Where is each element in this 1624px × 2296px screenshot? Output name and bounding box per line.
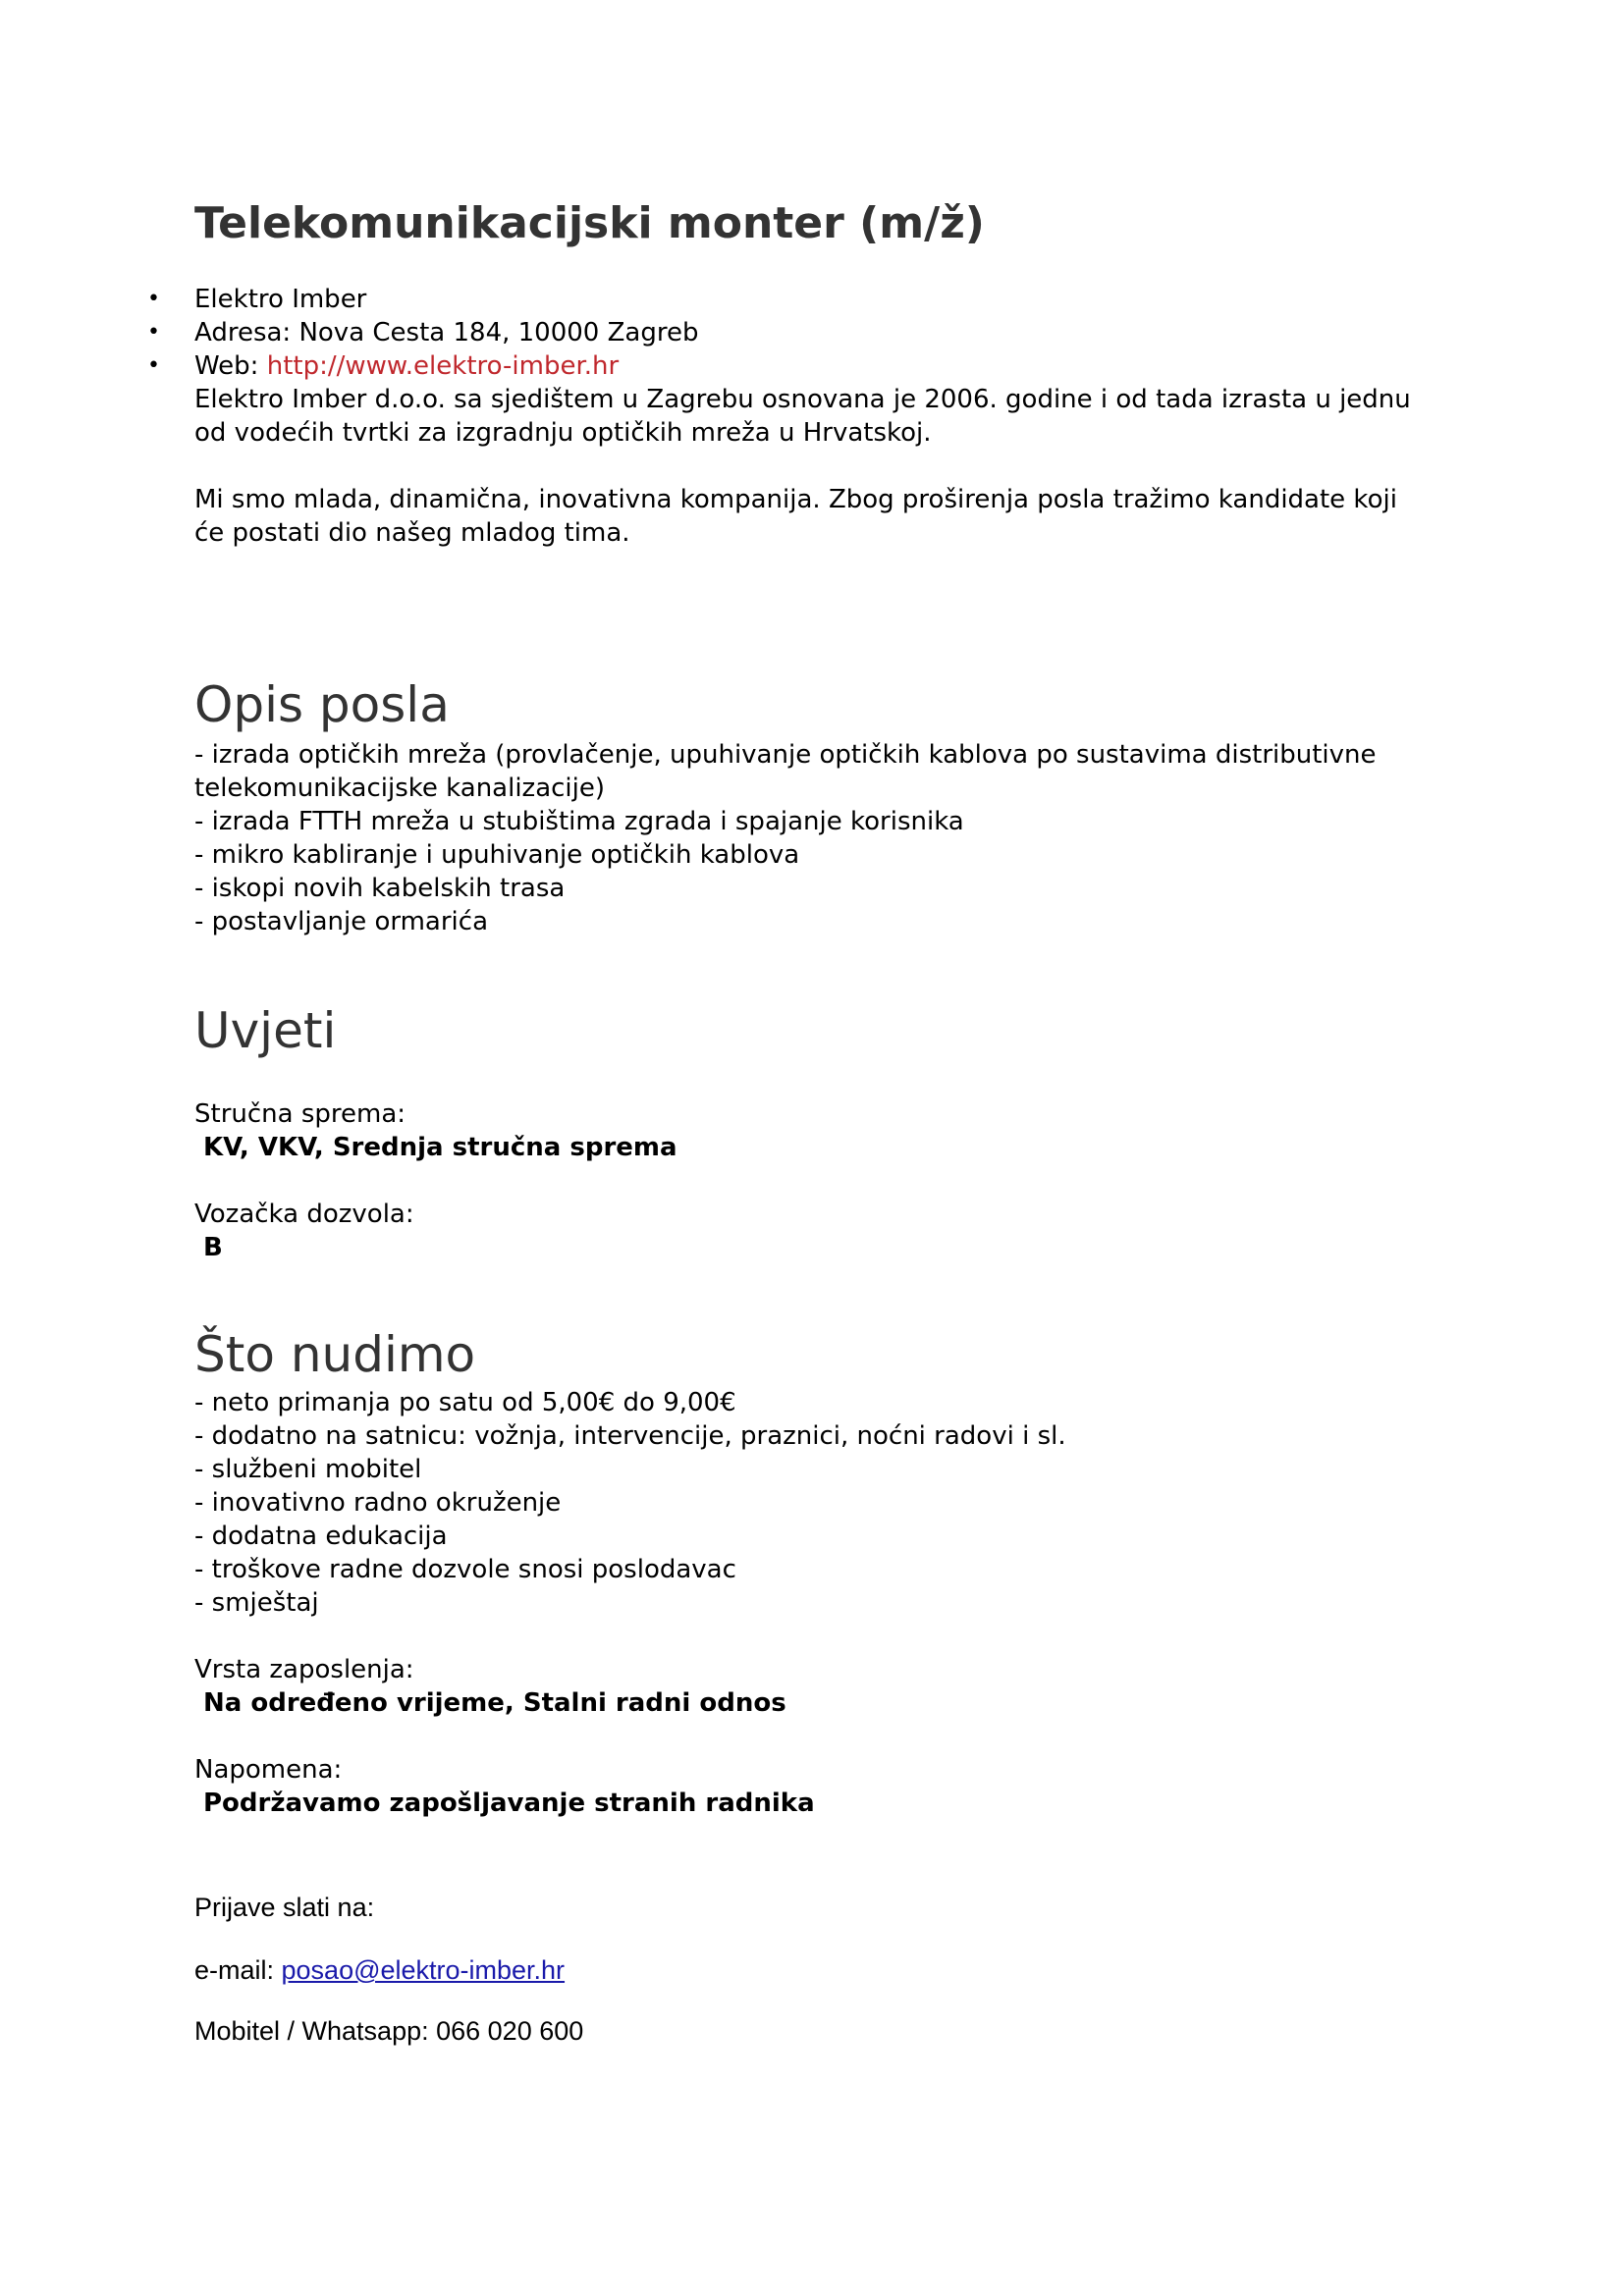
strucna-sprema-value: KV, VKV, Srednja stručna sprema xyxy=(203,1133,677,1162)
company-address-item xyxy=(147,316,699,349)
opis-posla-list xyxy=(194,738,1432,938)
intro-paragraph-2: Mi smo mlada, dinamična, inovativna kompanija. Zbog proširenja posla tražimo kandidate koji će postati dio našeg mladog tima. xyxy=(194,485,1397,548)
sto-nudimo-heading: Što nudimo xyxy=(194,1326,476,1383)
mobitel-text: Mobitel / Whatsapp: 066 020 600 xyxy=(194,2016,584,2046)
email-line xyxy=(194,1953,565,1987)
company-name-item xyxy=(147,283,698,316)
company-website-link[interactable]: http://www.elektro-imber.hr xyxy=(266,351,620,381)
list-item: - dodatno na satnicu: vožnja, intervencije, praznici, noćni radovi i sl. xyxy=(194,1421,1066,1451)
list-item: - izrada FTTH mreža u stubištima zgrada i spajanje korisnika xyxy=(194,807,964,836)
company-intro xyxy=(194,383,1432,583)
bullet-icon: • xyxy=(147,353,160,378)
napomena-field xyxy=(194,1753,815,1820)
job-title: Telekomunikacijski monter (m/ž) xyxy=(194,198,985,248)
company-web-item xyxy=(147,349,698,383)
email-label: e-mail: xyxy=(194,1955,282,1985)
napomena-value: Podržavamo zapošljavanje stranih radnika xyxy=(203,1789,815,1818)
uvjeti-heading: Uvjeti xyxy=(194,1002,337,1059)
list-item: - postavljanje ormarića xyxy=(194,907,488,936)
vrsta-zaposlenja-label: Vrsta zaposlenja: xyxy=(194,1655,414,1684)
bullet-icon: • xyxy=(147,320,160,345)
strucna-sprema-label: Stručna sprema: xyxy=(194,1099,406,1129)
sto-nudimo-list xyxy=(194,1386,1432,1620)
bullet-icon: • xyxy=(147,287,160,311)
vozacka-dozvola-field xyxy=(194,1198,414,1264)
email-link[interactable]: posao@elektro-imber.hr xyxy=(281,1955,566,1985)
vrsta-zaposlenja-value: Na određeno vrijeme, Stalni radni odnos xyxy=(203,1688,786,1718)
web-label: Web: xyxy=(194,351,267,381)
list-item: - neto primanja po satu od 5,00€ do 9,00€ xyxy=(194,1388,736,1417)
intro-paragraph-1: Elektro Imber d.o.o. sa sjedištem u Zagrebu osnovana je 2006. godine i od tada izrasta u jednu od vodećih tvrtki za izgradnju optičkih mreža u Hrvatskoj. xyxy=(194,385,1411,448)
list-item: - iskopi novih kabelskih trasa xyxy=(194,874,566,903)
list-item: - mikro kabliranje i upuhivanje optičkih kablova xyxy=(194,840,800,870)
list-item: - izrada optičkih mreža (provlačenje, upuhivanje optičkih kablova po sustavima distributivne telekomunikacijske kanalizacije) xyxy=(194,740,1377,803)
napomena-label: Napomena: xyxy=(194,1755,343,1785)
list-item: - troškove radne dozvole snosi poslodavac xyxy=(194,1555,736,1584)
company-name: Elektro Imber xyxy=(194,285,367,314)
list-item: - dodatna edukacija xyxy=(194,1522,448,1551)
company-info-list xyxy=(147,283,699,383)
list-item: - službeni mobitel xyxy=(194,1455,422,1484)
strucna-sprema-field xyxy=(194,1097,677,1164)
prijave-text: Prijave slati na: xyxy=(194,1893,375,1922)
vrsta-zaposlenja-field xyxy=(194,1653,786,1720)
vozacka-dozvola-value: B xyxy=(203,1233,223,1262)
company-address: Adresa: Nova Cesta 184, 10000 Zagreb xyxy=(194,318,699,347)
vozacka-dozvola-label: Vozačka dozvola: xyxy=(194,1200,414,1229)
list-item: - inovativno radno okruženje xyxy=(194,1488,562,1518)
list-item: - smještaj xyxy=(194,1588,319,1618)
opis-posla-heading: Opis posla xyxy=(194,676,450,733)
